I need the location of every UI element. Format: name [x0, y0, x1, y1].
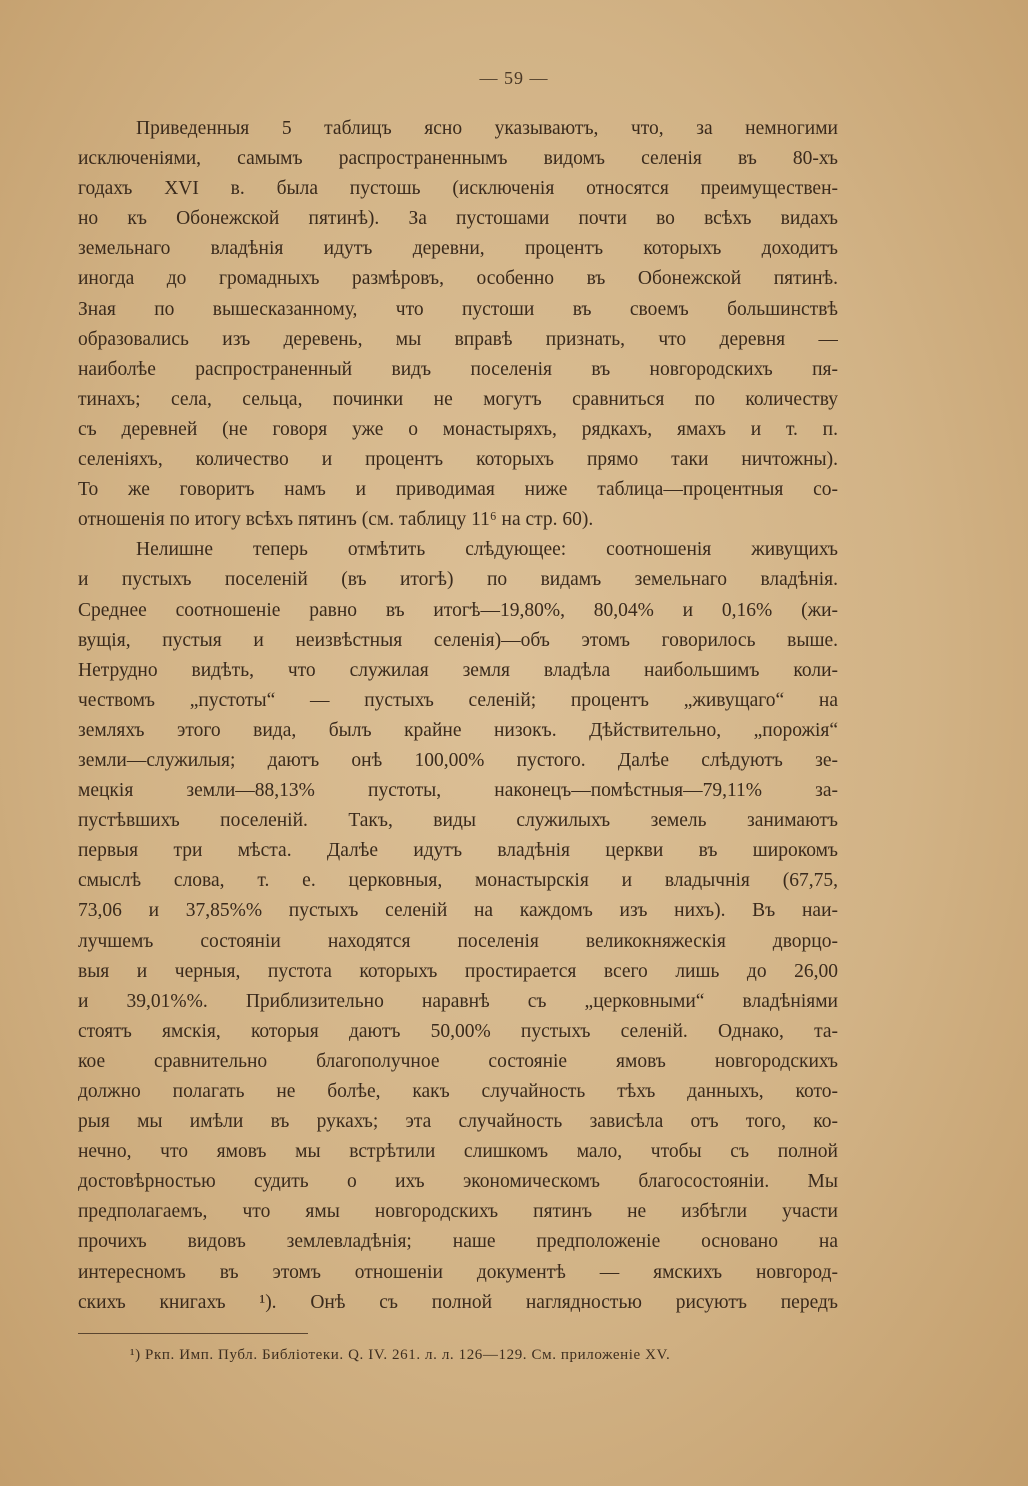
- text-line: вущія, пустыя и неизвѣстныя селенія)—объ этомъ говорилось выше.: [78, 629, 838, 651]
- text-line: чествомъ „пустоты“ — пустыхъ селеній; процентъ „живущаго“ на: [78, 689, 838, 711]
- paragraph-2: [78, 535, 838, 1317]
- text-line: стоятъ ямскія, которыя даютъ 50,00% пустыхъ селеній. Однако, та-: [78, 1020, 838, 1042]
- text-line: и пустыхъ поселеній (въ итогѣ) по видамъ земельнаго владѣнія.: [78, 569, 838, 591]
- text-line: кое сравнительно благополучное состояніе ямовъ новгородскихъ: [78, 1050, 838, 1072]
- text-line: но къ Обонежской пятинѣ). За пустошами почти во всѣхъ видахъ: [78, 208, 838, 230]
- text-line: Приведенныя 5 таблицъ ясно указываютъ, что, за немногими: [136, 118, 838, 139]
- page-number: — 59 —: [479, 68, 549, 88]
- text-line: Зная по вышесказанному, что пустоши въ своемъ большинствѣ: [78, 298, 838, 320]
- text-line: То же говоритъ намъ и приводимая ниже таблица—процентныя со-: [78, 479, 838, 501]
- footnote: ¹) Ркп. Имп. Публ. Библіотеки. Q. IV. 261. л. л. 126—129. См. приложеніе XV.: [130, 1347, 671, 1363]
- text-line: прочихъ видовъ землевладѣнія; наше предположеніе основано на: [78, 1231, 838, 1253]
- text-line: годахъ XVI в. была пустошь (исключенія относятся преимуществен-: [78, 178, 838, 200]
- text-line: земельнаго владѣнія идутъ деревни, процентъ которыхъ доходитъ: [78, 238, 838, 260]
- text-line: Среднее соотношеніе равно въ итогѣ—19,80%, 80,04% и 0,16% (жи-: [78, 599, 838, 621]
- text-line: смыслѣ слова, т. е. церковныя, монастырскія и владычнія (67,75,: [78, 870, 838, 892]
- text-line: нечно, что ямовъ мы встрѣтили слишкомъ мало, чтобы съ полной: [78, 1141, 838, 1163]
- text-line: земли—служилыя; даютъ онѣ 100,00% пустого. Далѣе слѣдуютъ зе-: [78, 749, 838, 771]
- text-line: первыя три мѣста. Далѣе идутъ владѣнія церкви въ широкомъ: [78, 840, 838, 862]
- text-line: земляхъ этого вида, былъ крайне низокъ. Дѣйствительно, „порожія“: [78, 719, 838, 741]
- body-text: [78, 114, 838, 1318]
- text-line: селеніяхъ, количество и процентъ которыхъ прямо таки ничтожны).: [78, 449, 838, 471]
- text-line: лучшемъ состояніи находятся поселенія великокняжескія дворцо-: [78, 930, 838, 952]
- text-line: мецкія земли—88,13% пустоты, наконецъ—помѣстныя—79,11% за-: [78, 780, 838, 802]
- text-line: достовѣрностью судить о ихъ экономическомъ благосостояніи. Мы: [78, 1171, 838, 1193]
- text-line: иногда до громадныхъ размѣровъ, особенно въ Обонежской пятинѣ.: [78, 268, 838, 290]
- text-line: Нетрудно видѣть, что служилая земля владѣла наибольшимъ коли-: [78, 659, 838, 681]
- text-line: должно полагать не болѣе, какъ случайность тѣхъ данныхъ, кото-: [78, 1081, 838, 1102]
- paragraph-1: [78, 114, 838, 535]
- text-line: тинахъ; села, сельца, починки не могутъ сравниться по количеству: [78, 388, 838, 410]
- text-line: отношенія по итогу всѣхъ пятинъ (см. таблицу 11⁶ на стр. 60).: [78, 509, 594, 531]
- footnote-divider: [78, 1333, 308, 1334]
- text-line: образовались изъ деревень, мы вправѣ признать, что деревня —: [78, 328, 838, 350]
- text-line: рыя мы имѣли въ рукахъ; эта случайность зависѣла отъ того, ко-: [78, 1111, 838, 1133]
- text-line: 73,06 и 37,85%% пустыхъ селеній на каждомъ изъ нихъ). Въ наи-: [78, 900, 838, 922]
- text-line: предполагаемъ, что ямы новгородскихъ пятинъ не избѣгли участи: [78, 1201, 838, 1223]
- text-line: выя и черныя, пустота которыхъ простирается всего лишь до 26,00: [78, 960, 838, 982]
- text-line: пустѣвшихъ поселеній. Такъ, виды служилыхъ земель занимаютъ: [78, 810, 838, 832]
- text-line: исключеніями, самымъ распространеннымъ видомъ селенія въ 80-хъ: [78, 148, 838, 170]
- text-line: и 39,01%%. Приблизительно наравнѣ съ „церковными“ владѣніями: [78, 990, 838, 1012]
- text-line: интересномъ въ этомъ отношеніи документѣ — ямскихъ новгород-: [78, 1261, 838, 1283]
- text-line: наиболѣе распространенный видъ поселенія въ новгородскихъ пя-: [78, 358, 838, 380]
- text-line: скихъ книгахъ ¹). Онѣ съ полной наглядностью рисуютъ передъ: [78, 1291, 838, 1313]
- text-line: Нелишне теперь отмѣтить слѣдующее: соотношенія живущихъ: [136, 539, 838, 561]
- text-line: съ деревней (не говоря уже о монастыряхъ, рядкахъ, ямахъ и т. п.: [78, 418, 838, 440]
